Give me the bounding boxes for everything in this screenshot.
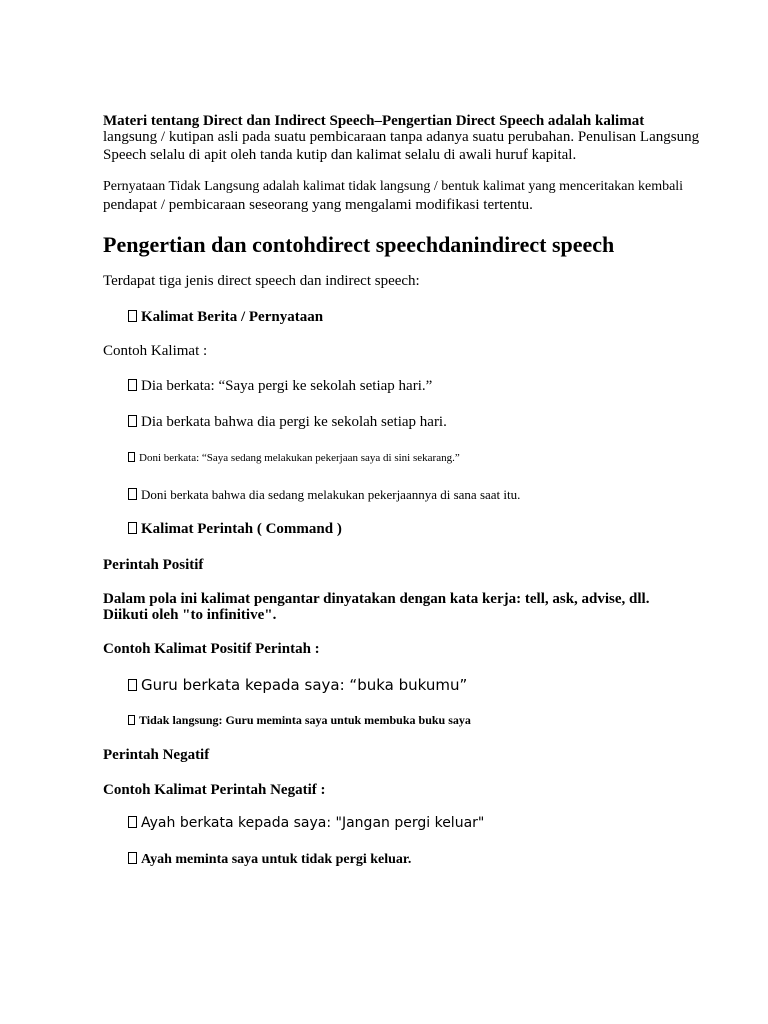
negative-example-label: Contoh Kalimat Perintah Negatif : <box>103 782 326 798</box>
section1-example-label: Contoh Kalimat : <box>103 343 208 359</box>
list-item: Dia berkata bahwa dia pergi ke sekolah setiap hari. <box>128 414 447 431</box>
section1-title-text: Kalimat Berita / Pernyataan <box>141 309 324 325</box>
bullet-icon <box>128 488 137 500</box>
bullet-icon <box>128 715 135 725</box>
bullet-icon <box>128 379 137 391</box>
list-item: Guru berkata kepada saya: “buka bukumu” <box>128 676 467 694</box>
list-item: Dia berkata: “Saya pergi ke sekolah setiap hari.” <box>128 378 432 395</box>
negative-title: Perintah Negatif <box>103 747 210 763</box>
positive-desc-line-1: Dalam pola ini kalimat pengantar dinyatakan dengan kata kerja: tell, ask, advise, dll. <box>103 591 650 607</box>
bullet-icon <box>128 679 137 691</box>
bullet-icon <box>128 816 137 828</box>
intro-line-2: langsung / kutipan asli pada suatu pembicaraan tanpa adanya suatu perubahan. Penulisan Langsung <box>103 129 700 145</box>
bullet-icon <box>128 522 137 534</box>
list-item: Doni berkata bahwa dia sedang melakukan pekerjaannya di sana saat itu. <box>128 487 520 503</box>
intro-line-1: Materi tentang Direct dan Indirect Speech–Pengertian Direct Speech adalah kalimat <box>103 113 645 129</box>
list-item: Tidak langsung: Guru meminta saya untuk membuka buku saya <box>128 713 471 728</box>
indirect-def-line-2: pendapat / pembicaraan seseorang yang mengalami modifikasi tertentu. <box>103 197 533 213</box>
list-item: Ayah berkata kepada saya: "Jangan pergi keluar" <box>128 815 484 831</box>
bullet-icon <box>128 452 135 462</box>
section2-title-text: Kalimat Perintah ( Command ) <box>141 521 342 537</box>
bullet-icon <box>128 852 137 864</box>
section2-title <box>128 521 342 538</box>
section-heading: Pengertian dan contohdirect speechdanindirect speech <box>103 232 615 257</box>
section1-title <box>128 309 323 326</box>
indirect-def-line-1: Pernyataan Tidak Langsung adalah kalimat tidak langsung / bentuk kalimat yang menceritakan kembali <box>103 179 684 194</box>
positive-example-label: Contoh Kalimat Positif Perintah : <box>103 641 320 657</box>
bullet-icon <box>128 310 137 322</box>
positive-desc-line-2: Diikuti oleh "to infinitive". <box>103 607 277 623</box>
list-item: Doni berkata: “Saya sedang melakukan pekerjaan saya di sini sekarang.” <box>128 452 460 464</box>
bullet-icon <box>128 415 137 427</box>
list-item: Ayah meminta saya untuk tidak pergi keluar. <box>128 852 411 868</box>
intro-line-3: Speech selalu di apit oleh tanda kutip dan kalimat selalu di awali huruf kapital. <box>103 147 577 163</box>
positive-title: Perintah Positif <box>103 557 204 573</box>
types-intro: Terdapat tiga jenis direct speech dan indirect speech: <box>103 273 420 289</box>
